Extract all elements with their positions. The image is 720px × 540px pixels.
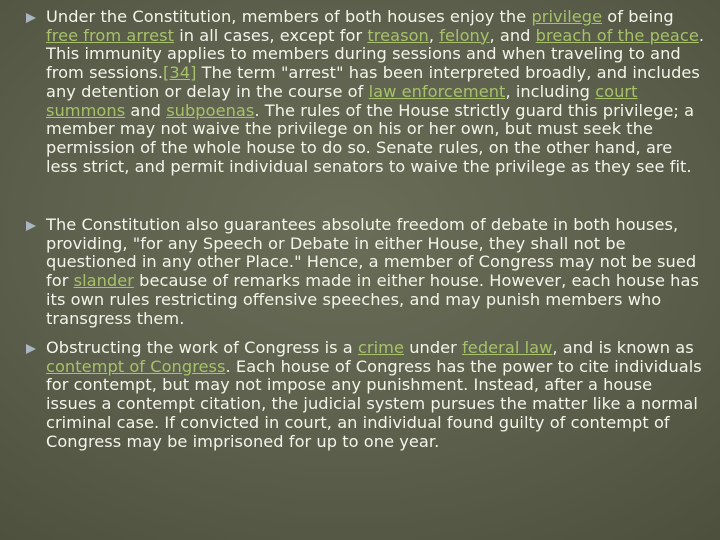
text-segment: , including xyxy=(505,81,596,101)
text-segment: The term "arrest" has been interpreted broadly, and includes any detention or delay in the course of xyxy=(46,63,700,101)
hyperlink[interactable]: crime xyxy=(357,338,404,357)
text-segment: under xyxy=(404,338,463,357)
triangle-bullet-icon xyxy=(26,13,36,23)
triangle-bullet-icon xyxy=(26,221,36,231)
hyperlink[interactable]: slander xyxy=(73,271,134,291)
text-segment: The Constitution also guarantees absolute freedom of debate in both houses, providing, "for any Speech or Debate in either House, they shall not be questioned in any other Place." Hence, a member of Congress may not be sued for xyxy=(46,215,697,291)
hyperlink[interactable]: felony xyxy=(439,25,490,45)
hyperlink[interactable]: breach of the peace xyxy=(535,25,699,45)
hyperlink[interactable]: contempt of Congress xyxy=(46,356,226,376)
hyperlink[interactable]: treason xyxy=(367,25,429,45)
text-segment: and xyxy=(125,100,167,120)
text-segment: Under the Constitution, members of both houses enjoy the xyxy=(46,7,532,26)
text-segment: , and xyxy=(489,25,536,45)
bullet-text xyxy=(46,338,702,451)
hyperlink[interactable]: federal law xyxy=(462,338,553,357)
bullet-item-contempt xyxy=(0,339,706,451)
text-segment: , and is known as xyxy=(552,338,694,357)
text-segment: because of remarks made in either house. However, each house has its own rules restricting offensive speeches, and may punish members who transgress them. xyxy=(46,271,699,328)
hyperlink[interactable]: free from arrest xyxy=(46,25,175,45)
text-segment: . This immunity applies to members during sessions and when traveling to and from sessions. xyxy=(46,25,705,83)
text-segment: . Each house of Congress has the power to cite individuals for contempt, but may not impose any punishment. Instead, after a house issues a contempt citation, the judicial system pursues the matter like a normal criminal case. If convicted in court, an individual found guilty of contempt of Congress may be imprisoned for up to one year. xyxy=(46,356,702,451)
hyperlink[interactable]: [34] xyxy=(163,63,197,83)
text-segment: , xyxy=(428,25,440,45)
bullet-item-debate xyxy=(0,216,706,328)
text-segment: Obstructing the work of Congress is a xyxy=(46,338,358,357)
hyperlink[interactable]: court summons xyxy=(46,81,638,120)
hyperlink[interactable]: law enforcement xyxy=(368,81,506,101)
bullet-item-privilege xyxy=(0,8,706,176)
hyperlink[interactable]: subpoenas xyxy=(166,100,255,120)
text-segment: . The rules of the House strictly guard this privilege; a member may not waive the privilege on his or her own, but must seek the permission of the whole house to do so. Senate rules, on the other hand, are less strict, and permit individual senators to waive the privilege as they see fit. xyxy=(46,100,695,176)
triangle-bullet-icon xyxy=(26,344,36,354)
text-segment: of being xyxy=(602,7,674,26)
bullet-text xyxy=(46,7,704,176)
hyperlink[interactable]: privilege xyxy=(531,7,603,26)
text-segment: in all cases, except for xyxy=(174,25,368,45)
bullet-text xyxy=(46,215,699,328)
